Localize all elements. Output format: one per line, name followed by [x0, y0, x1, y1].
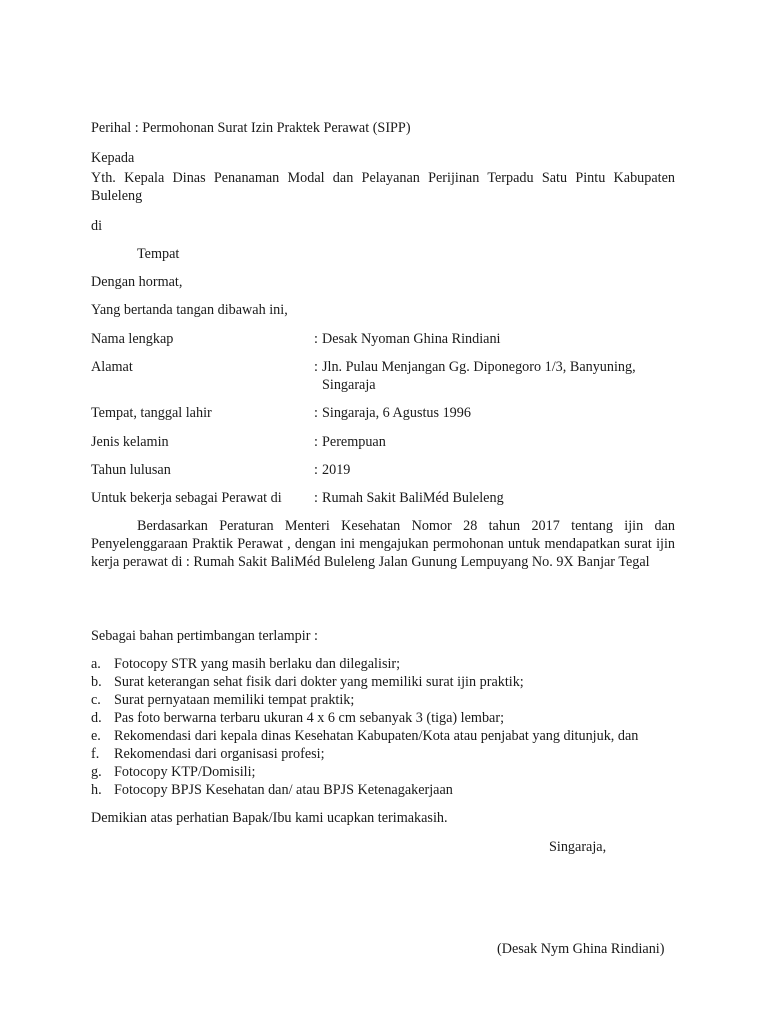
field-value: Desak Nyoman Ghina Rindiani	[322, 331, 501, 347]
field-value: Singaraja, 6 Agustus 1996	[322, 405, 471, 421]
list-text: Surat pernyataan memiliki tempat praktik;	[114, 692, 355, 708]
field-value: 2019	[322, 462, 351, 478]
field-colon: :	[314, 359, 318, 375]
body-paragraph: Berdasarkan Peraturan Menteri Kesehatan Nomor 28 tahun 2017 tentang ijin dan Penyelenggaraan Praktik Perawat , dengan ini mengajukan permohonan untuk mendapatkan surat ijin kerja perawat di : Rumah Sakit BaliMéd Buleleng Jalan Gunung Lempuyang No. 9X Banjar Tegal	[91, 518, 675, 570]
list-marker: d.	[91, 710, 102, 726]
field-colon: :	[314, 405, 318, 421]
closing-line: Demikian atas perhatian Bapak/Ibu kami ucapkan terimakasih.	[91, 810, 448, 826]
list-text: Fotocopy BPJS Kesehatan dan/ atau BPJS Ketenagakerjaan	[114, 782, 453, 798]
subject-line: Perihal : Permohonan Surat Izin Praktek Perawat (SIPP)	[91, 120, 411, 136]
field-colon: :	[314, 434, 318, 450]
field-label: Alamat	[91, 359, 133, 375]
list-marker: c.	[91, 692, 101, 708]
intro-line: Yang bertanda tangan dibawah ini,	[91, 302, 288, 318]
field-colon: :	[314, 331, 318, 347]
kepada-label: Kepada	[91, 150, 135, 166]
field-label: Tempat, tanggal lahir	[91, 405, 212, 421]
list-marker: a.	[91, 656, 101, 672]
list-marker: g.	[91, 764, 102, 780]
list-text: Rekomendasi dari organisasi profesi;	[114, 746, 325, 762]
field-value: Rumah Sakit BaliMéd Buleleng	[322, 490, 504, 506]
list-text: Fotocopy STR yang masih berlaku dan dilegalisir;	[114, 656, 401, 672]
field-label: Nama lengkap	[91, 331, 174, 347]
field-label: Tahun lulusan	[91, 462, 171, 478]
list-text: Rekomendasi dari kepala dinas Kesehatan Kabupaten/Kota atau penjabat yang ditunjuk, dan	[114, 728, 639, 744]
field-colon: :	[314, 490, 318, 506]
field-value: Perempuan	[322, 434, 386, 450]
signature-name: (Desak Nym Ghina Rindiani)	[497, 941, 665, 957]
tempat-label: Tempat	[137, 246, 180, 262]
list-text: Fotocopy KTP/Domisili;	[114, 764, 256, 780]
list-marker: h.	[91, 782, 102, 798]
attachments-intro: Sebagai bahan pertimbangan terlampir :	[91, 628, 318, 644]
list-marker: f.	[91, 746, 100, 762]
place-line: Singaraja,	[549, 839, 607, 855]
field-value-cont: Singaraja	[322, 377, 376, 393]
list-text: Surat keterangan sehat fisik dari dokter yang memiliki surat ijin praktik;	[114, 674, 524, 690]
field-label: Jenis kelamin	[91, 434, 169, 450]
list-text: Pas foto berwarna terbaru ukuran 4 x 6 cm sebanyak 3 (tiga) lembar;	[114, 710, 505, 726]
list-marker: b.	[91, 674, 102, 690]
greeting: Dengan hormat,	[91, 274, 183, 290]
field-label: Untuk bekerja sebagai Perawat di	[91, 490, 282, 506]
di-label: di	[91, 218, 103, 234]
list-marker: e.	[91, 728, 101, 744]
recipient: Yth. Kepala Dinas Penanaman Modal dan Pelayanan Perijinan Terpadu Satu Pintu Kabupaten Buleleng	[91, 170, 675, 204]
field-colon: :	[314, 462, 318, 478]
field-value: Jln. Pulau Menjangan Gg. Diponegoro 1/3, Banyuning,	[322, 359, 636, 375]
